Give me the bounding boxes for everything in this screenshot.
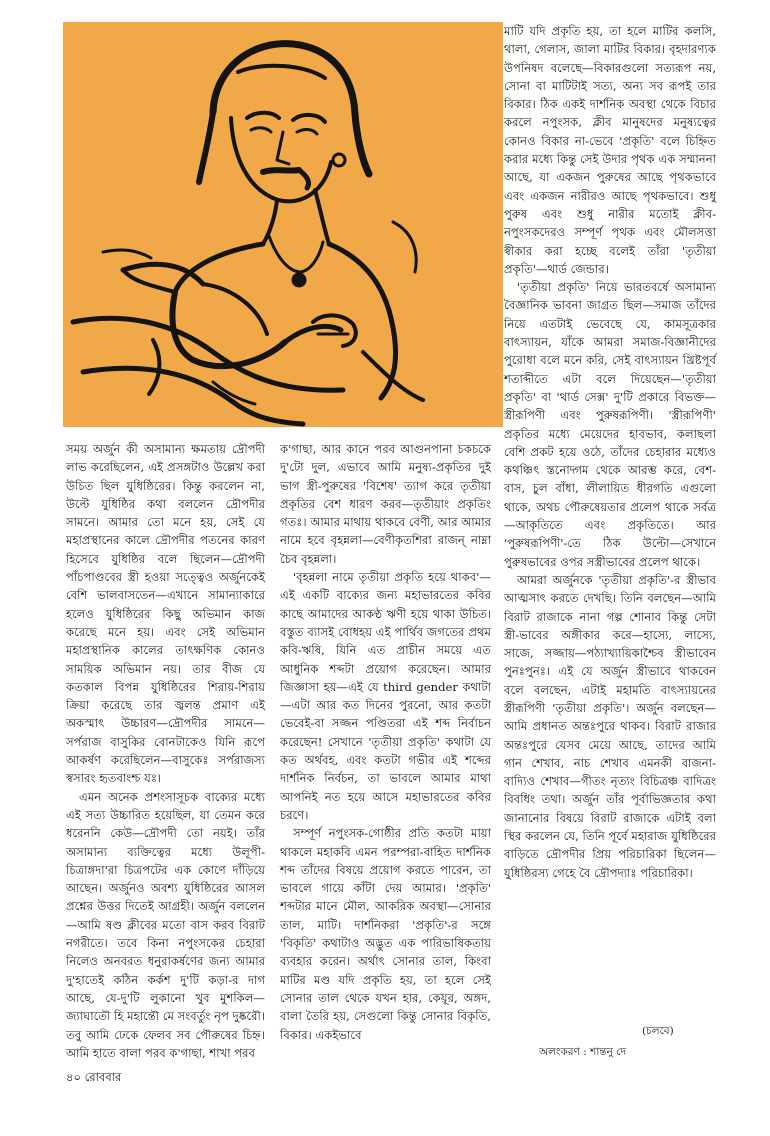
illustration: [63, 22, 503, 427]
page-footer: ৪০ রোববার: [66, 1070, 122, 1084]
figure-drawing: [63, 22, 503, 427]
column-2: [280, 440, 491, 1044]
paragraph: ক'গাছা, আর কানে পরব আগুনপানা চকচকে দু'টো দুল, এভাবে আমি মনুষ্য-প্রকৃতির দুই ভাগ স্ত্রী-পুরুষের 'বিশেষ' ত্যাগ করে তৃতীয়া প্রকৃতির বেশ ধারণ করব—তৃতীয়াং প্রকৃতিং গতঃ। আমার মাথায় থাকবে বেণী, আর আমার নামে হবে বৃহন্নলা—বেণীকৃতশিরা রাজন্ নাম্না চৈব বৃহন্নলা।: [280, 442, 491, 566]
paragraph: 'তৃতীয়া প্রকৃতি' নিয়ে ভারতবর্ষে অসামান্য বৈজ্ঞানিক ভাবনা জাগ্রত ছিল—সমাজ তাঁদের নিয়ে এতটাই ভেবেছে যে, কামসূত্রকার বাৎস্যায়ন, যাঁকে আমরা সমাজ-বিজ্ঞানীদের পুরোধা বলে মনে করি, সেই বাৎস্যায়ন খ্রিষ্টপূর্ব শতাব্দীতে এটা বলে দিয়েছেন—'তৃতীয়া প্রকৃতি' বা 'থার্ড সেক্স' দু'টি প্রকারে বিভক্ত—স্ত্রীরূপিণী এবং পুরুষরূপিণী। 'স্ত্রীরূপিণী' প্রকৃতির মধ্যে মেয়েদের হাবভাব, কলাছলা বেশি প্রকট হয়ে ওঠে, তাঁদের চেহারার মধ্যেও কথঞ্চিৎ স্তনোদ্গম থেকে আরম্ভ করে, বেশ-বাস, চুল বাঁধা, লীলায়িত ধীরগতি এগুলো থাকে, অথচ পৌরুষেয়তার প্রলেপ থাকে সর্বত্র—আকৃতিতে এবং প্রকৃতিতে। আর 'পুরুষরূপিণী'-তে ঠিক উল্টো—সেখানে পুরুষভাবের ওপর সস্ত্রীভাবের প্রলেপ থাকে।: [504, 280, 716, 569]
paragraph: মাটি যদি প্রকৃতি হয়, তা হলে মাটির কলসি, থালা, গেলাস, জালা মাটির বিকার। বৃহদারণ্যক উপনিষদ বলেছে—বিকারগুলো সত্যরূপ নয়, সোনা বা মাটিটাই সত্য, অন্য সব রূপই তার বিকার। ঠিক একই দার্শনিক অবস্থা থেকে বিচার করলে নপুংসক, ক্লীব মানুষদের মনুষ্যত্বের কোনও বিকার না-ভেবে 'প্রকৃতি' বলে চিহ্নিত করার মধ্যে কিন্তু সেই উদার পৃথক এক সম্মাননা আছে, যা একজন পুরুষের আছে পৃথকভাবে এবং একজন নারীরও আছে পৃথকভাবে। শুধু পুরুষ এবং শুধু নারীর মতোই ক্লীব-নপুংসকদেরও সম্পূর্ণ পৃথক এবং মৌলসত্তা স্বীকার করা হচ্ছে বলেই তাঁরা 'তৃতীয়া প্রকৃতি'—থার্ড জেন্ডার।: [504, 24, 716, 276]
column-3: [504, 22, 716, 882]
paragraph: আমরা অর্জুনকে 'তৃতীয়া প্রকৃতি'-র স্ত্রীভাব আত্মসাৎ করতে দেখছি। তিনি বলছেন—আমি বিরাট রাজাকে নানা গল্প শোনাব কিন্তু সেটা স্ত্রী-ভাবের অঙ্গীকার করে—হাস্যে, লাস্যে, সাজে, সজ্জায়—পঠ্যাখ্যায়িকাশ্চৈব স্ত্রীভাবেন পুনঃপুনঃ। এই যে অর্জুন স্ত্রীভাবে থাকবেন বলে বলছেন, এটাই মহামতি বাৎস্যায়নের স্ত্রীরূপিণী 'তৃতীয়া প্রকৃতি'। অর্জুন বলছেন—আমি প্রধানত অন্তঃপুরে থাকব। বিরাট রাজার অন্তঃপুরে যেসব মেয়ে আছে, তাদের আমি গান শেখাব, নাচ শেখাব এমনকী বাজনা-বাদ্যিও শেখাব—গীতং নৃত্যং বিচিত্রঞ্চ বাদিত্রং বিবধিং তথা। অর্জুন তাঁর পূর্বাভিজ্ঞতার কথা জানানোর বিষয়ে বিরাট রাজাকে এটাই বলা স্থির করলেন যে, তিনি পূর্বে মহারাজ যুধিষ্ঠিরের বাড়িতে দ্রৌপদীর প্রিয় পরিচারিকা ছিলেন—যুধিষ্ঠিরস্য গেহে বৈ দ্রৌপদ্যাঃ পরিচারিকা।: [504, 572, 716, 880]
paragraph: সময় অর্জুন কী অসামান্য ক্ষমতায় দ্রৌপদী লাভ করেছিলেন, এই প্রসঙ্গটাও উল্লেখ করা উচিত ছিল যুধিষ্ঠিরের। কিন্তু করলেন না, উল্টে যুধিষ্ঠির কথা বললেন দ্রৌপদীর সামনে। আমার তো মনে হয়, সেই যে মহাপ্রস্থানের কালে দ্রৌপদীর পতনের কারণ হিসেবে যুধিষ্ঠির বলে ছিলেন—দ্রৌপদী পাঁচপাণ্ডবের স্ত্রী হওয়া সত্ত্বেও অর্জুনকেই বেশি ভালবাসতেন—এখানে সামান্যাকারে হলেও যুধিষ্ঠিরের কিছু অভিমান কাজ করেছে মনে হয়। এবং সেই অভিমান মহাপ্রস্থানিক কালের তাৎক্ষণিক কোনও সাময়িক অভিমান নয়। তার বীজ যে কতকাল বিপন্ন যুধিষ্ঠিরের শিরায়-শিরায় ক্রিয়া করেছে তার জ্বলন্ত প্রমাণ এই অকস্মাৎ উচ্চারণ—দ্রৌপদীর সামনে—সর্পরাজ বাসুকির বোনটাকেও যিনি রূপে আকর্ষণ করেছিলেন—বাসুকেঃ সর্পরাজস্য স্বসারং হৃতবাংশ্চ যঃ।: [66, 442, 265, 786]
column-1: [66, 440, 265, 1062]
to-be-continued: (চলবে): [642, 1025, 674, 1037]
paragraph: 'বৃহন্নলা নামে তৃতীয়া প্রকৃতি হয়ে থাকব'—এই একটি বাক্যের জন্য মহাভারতের কবির কাছে আমাদের আকণ্ঠ ঋণী হয়ে থাকা উচিত। বস্তুত ব্যাসই বোধহয় এই পার্থিব জগতের প্রথম কবি-ঋষি, যিনি এত প্রাচীন সময়ে এত আধুনিক শব্দটা প্রয়োগ করেছেন। আমার জিজ্ঞাসা হয়—এই যে third gender কথাটা—এটা আর কত দিনের পুরনো, আর কতটা ভেবেই-বা সজ্জন পণ্ডিতরা এই শব্দ নির্বাচন করেছেন! সেখানে 'তৃতীয়া প্রকৃতি' কথাটা যে কত অর্থবহ, এবং কতটা গভীর এই শব্দের দার্শনিক নির্বচন, তা ভাবলে আমার মাথা আপনিই নত হয়ে আসে মহাভারতের কবির চরণে।: [280, 570, 491, 822]
paragraph: এমন অনেক প্রশংসাসূচক বাক্যের মধ্যে এই সত্য উচ্চারিত হয়েছিল, যা তেমন করে ধরেননি কেউ—দ্রৌপদী তো নয়ই। তাঁর অসামান্য ব্যক্তিত্বের মধ্যে উলূপী-চিত্রাঙ্গদা'রা চিত্রপটের এক কোণে দাঁড়িয়ে আছেন। অর্জুনও অবশ্য যুধিষ্ঠিরের আসল প্রশ্নের উত্তর দিতেই আগ্রহী। অর্জুন বললেন—আমি ষণ্ড ক্লীবের মতো বাস করব বিরাট নগরীতে। তবে কিনা নপুংসকের চেহারা নিলেও অনবরত ধনুরাকর্ষণের জন্য আমার দু'হাতেই কঠিন কর্কশ দু'টি কড়া-র দাগ আছে, যে-দু'টি লুকানো খুব মুশকিল—জ্যাঘাতৌ হি মহান্তৌ মে সংবর্তুং নৃপ দুষ্করৌ। তবু আমি ঢেকে ফেলব সব পৌরুষের চিহ্ন। আমি হাতে বালা পরব ক'গাছা, শাখা পরব: [66, 789, 265, 1060]
paragraph: সম্পূর্ণ নপুংসক-গোষ্ঠীর প্রতি কতটা মায়া থাকলে মহাকবি এমন পরম্পরা-বাহিত দার্শনিক শব্দ তাঁদের বিষয়ে প্রয়োগ করতে পারেন, তা ভাবলে গায়ে কাঁটা দেয় আমার। 'প্রকৃতি' শব্দটার মানে মৌল, আকরিক অবস্থা—সোনার তাল, মাটি। দার্শনিকরা 'প্রকৃতি'-র সঙ্গে 'বিকৃতি' কথাটাও অদ্ভুত এক পারিভাষিকতায় ব্যবহার করেন। অর্থাৎ সোনার তাল, কিংবা মাটির মণ্ড যদি প্রকৃতি হয়, তা হলে সেই সোনার তাল থেকে যখন হার, কেয়ূর, অঙ্গদ, বালা তৈরি হয়, সেগুলো কিন্তু সোনার বিকৃতি, বিকার। একইভাবে: [280, 826, 491, 1042]
illustration-credit: অলংকরণ : শান্তনু দে: [539, 1046, 626, 1058]
